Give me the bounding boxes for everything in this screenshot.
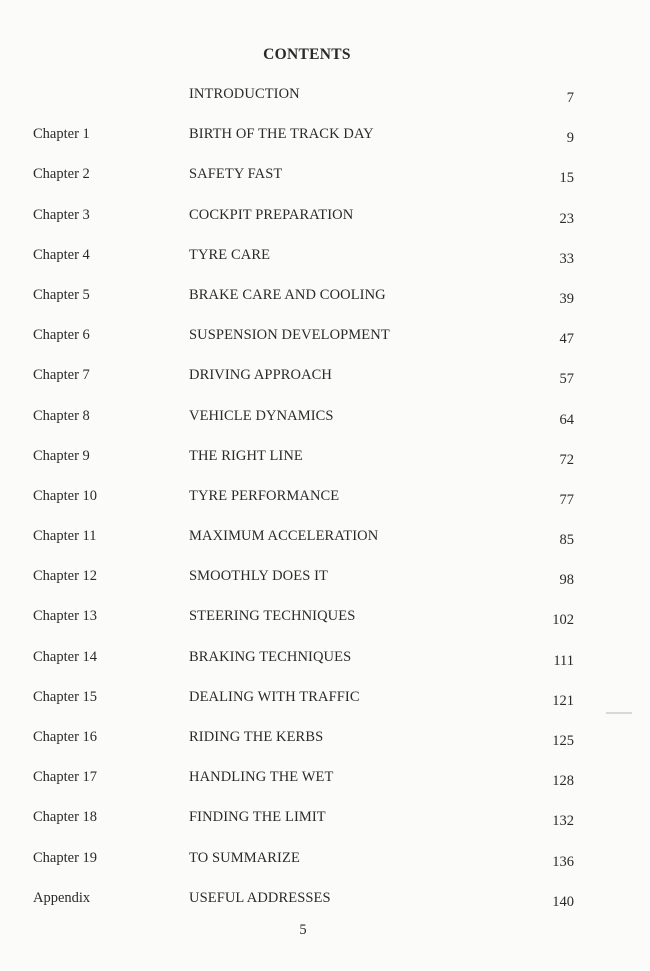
chapter-label: Chapter 3 [33,206,90,223]
chapter-title: SUSPENSION DEVELOPMENT [189,327,390,344]
chapter-page-number: 111 [553,652,574,669]
chapter-title: STEERING TECHNIQUES [189,608,356,625]
chapter-label: Chapter 16 [33,729,98,745]
chapter-page-number: 33 [559,250,574,267]
toc-row [0,727,650,767]
toc-row [0,807,650,847]
chapter-label: Chapter 6 [33,327,90,344]
chapter-title: THE RIGHT LINE [189,447,303,464]
chapter-label: Appendix [33,889,91,906]
chapter-title: SAFETY FAST [189,166,283,183]
chapter-page-number: 125 [552,733,574,749]
chapter-page-number: 121 [552,692,574,709]
chapter-page-number: 132 [552,813,574,830]
chapter-title: COCKPIT PREPARATION [189,206,354,223]
chapter-label: Chapter 19 [33,849,98,866]
chapter-label: Chapter 9 [33,447,90,464]
chapter-title: BIRTH OF THE TRACK DAY [189,126,374,143]
chapter-title: HANDLING THE WET [189,769,334,786]
scan-mark [606,712,632,714]
chapter-label: Chapter 12 [33,568,98,585]
toc-row [0,486,650,526]
chapter-page-number: 140 [552,893,574,910]
toc-row [0,365,650,405]
toc-row [0,84,650,124]
chapter-label: Chapter 15 [33,688,98,705]
toc-row [0,566,650,606]
chapter-title: VEHICLE DYNAMICS [189,407,334,424]
toc-row [0,164,650,204]
toc-row [0,526,650,566]
toc-row [0,205,650,245]
chapter-title: TYRE CARE [189,246,271,263]
chapter-label: Chapter 1 [33,126,90,143]
chapter-page-number: 136 [552,853,574,870]
table-of-contents [0,84,650,928]
chapter-title: RIDING THE KERBS [189,729,324,745]
chapter-label: Chapter 2 [33,166,90,183]
chapter-label: Chapter 8 [33,407,90,424]
chapter-page-number: 102 [552,612,574,629]
toc-row [0,124,650,164]
chapter-page-number: 9 [566,130,574,147]
chapter-page-number: 57 [559,371,574,388]
chapter-title: SMOOTHLY DOES IT [189,568,328,585]
chapter-title: BRAKE CARE AND COOLING [189,286,386,303]
chapter-page-number: 39 [559,290,574,307]
chapter-page-number: 64 [559,411,574,428]
toc-row [0,687,650,727]
chapter-label: Chapter 17 [33,769,98,786]
contents-heading: CONTENTS [263,46,351,63]
toc-row [0,647,650,687]
chapter-title: DEALING WITH TRAFFIC [189,688,360,705]
chapter-page-number: 128 [552,773,574,790]
toc-row [0,446,650,486]
chapter-page-number: 7 [566,90,574,106]
chapter-label: Chapter 14 [33,648,98,665]
toc-row [0,606,650,646]
chapter-page-number: 98 [559,572,574,589]
chapter-page-number: 23 [559,210,574,227]
chapter-page-number: 15 [559,170,574,187]
toc-row [0,245,650,285]
toc-row [0,848,650,888]
chapter-label: Chapter 7 [33,367,90,384]
chapter-page-number: 85 [559,532,574,549]
chapter-title: BRAKING TECHNIQUES [189,648,352,665]
chapter-page-number: 47 [559,331,574,348]
chapter-title: TO SUMMARIZE [189,849,300,866]
chapter-title: USEFUL ADDRESSES [189,889,331,906]
chapter-title: MAXIMUM ACCELERATION [189,528,379,545]
chapter-label: Chapter 11 [33,528,97,545]
chapter-title: INTRODUCTION [189,86,300,102]
chapter-title: DRIVING APPROACH [189,367,332,384]
toc-row [0,406,650,446]
chapter-label: Chapter 13 [33,608,98,625]
toc-row [0,767,650,807]
chapter-page-number: 77 [559,491,574,508]
toc-row [0,325,650,365]
toc-row [0,285,650,325]
chapter-page-number: 72 [559,451,574,468]
chapter-title: FINDING THE LIMIT [189,809,326,826]
chapter-title: TYRE PERFORMANCE [189,487,340,504]
chapter-label: Chapter 5 [33,286,90,303]
chapter-label: Chapter 10 [33,487,98,504]
chapter-label: Chapter 4 [33,246,90,263]
chapter-label: Chapter 18 [33,809,98,826]
folio-page-number: 5 [299,922,307,938]
